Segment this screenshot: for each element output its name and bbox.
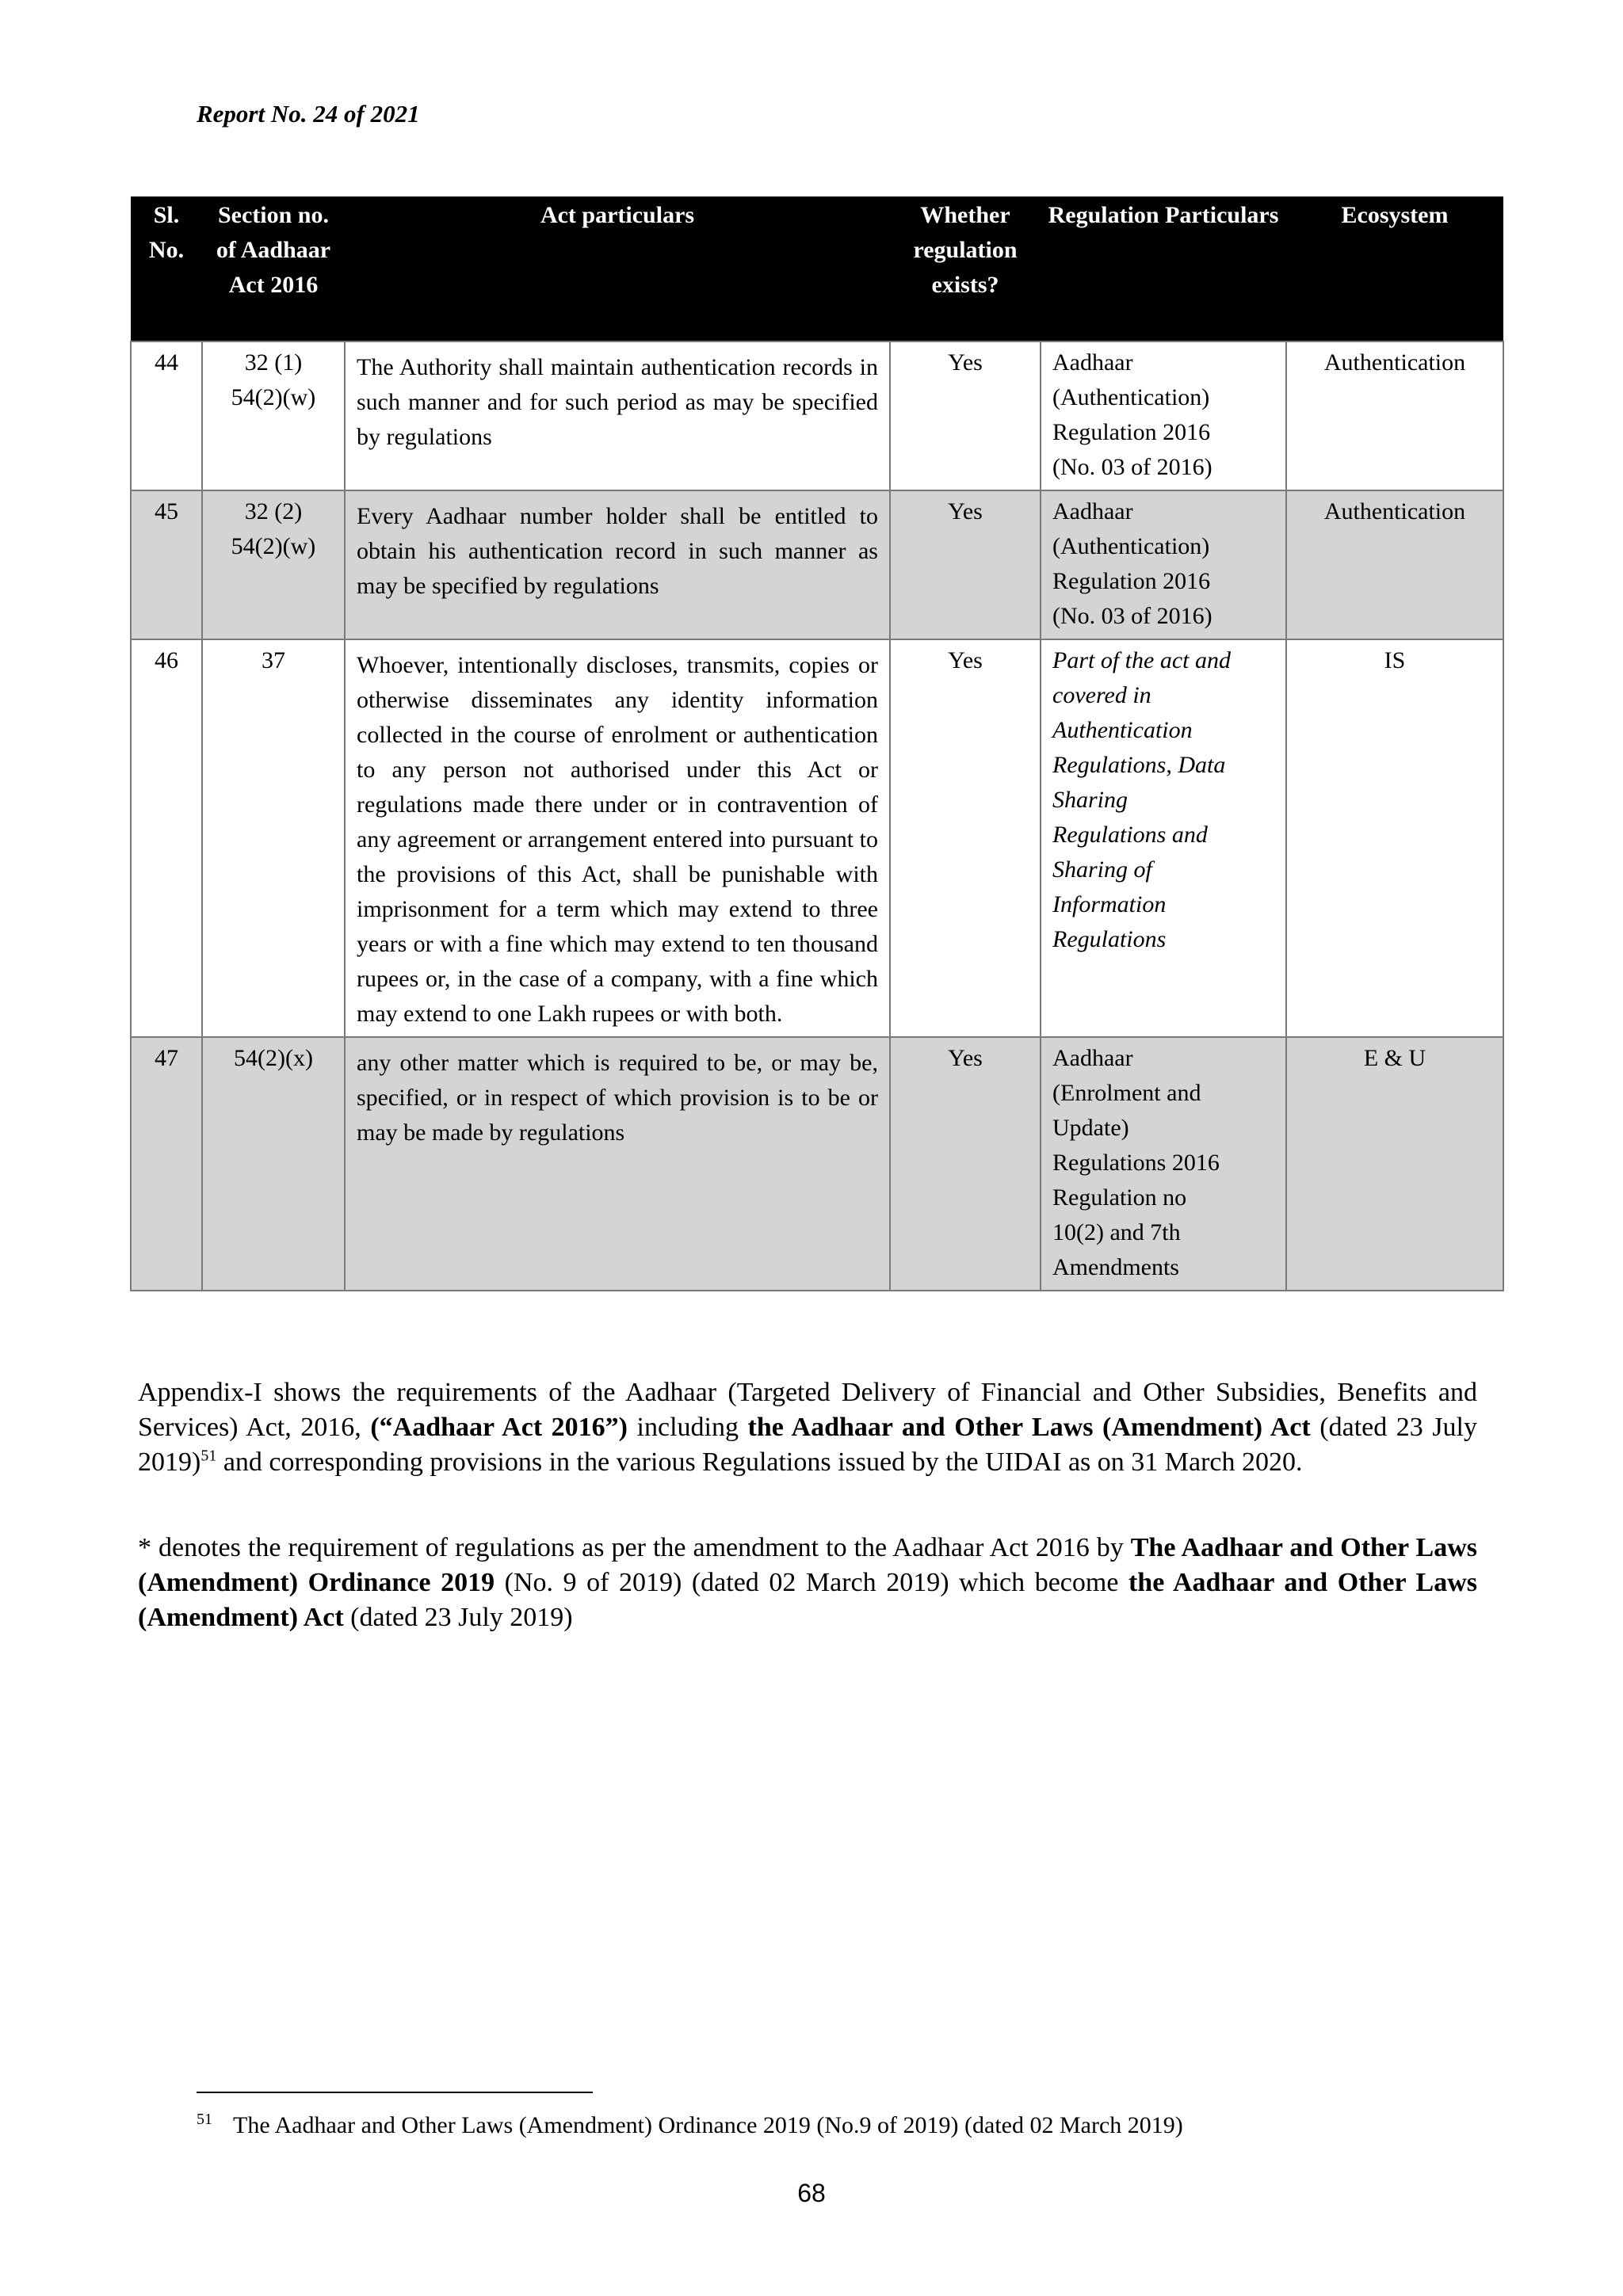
regulation-line: Regulation 2016 — [1052, 568, 1211, 594]
regulation-line: Regulation no — [1052, 1184, 1187, 1211]
cell-regulation-particulars — [1041, 490, 1286, 639]
cell-act-particulars: any other matter which is required to be, or may be, specified, or in respect of which provision is to be or may be made by regulations — [345, 1037, 890, 1291]
cell-regulation-particulars — [1041, 639, 1286, 1037]
cell-sl-no: 46 — [131, 639, 202, 1037]
regulation-line: Regulations and — [1052, 822, 1208, 848]
col-header-regulation-particulars: Regulation Particulars — [1041, 196, 1286, 341]
regulation-line: Sharing of — [1052, 856, 1152, 883]
report-header: Report No. 24 of 2021 — [197, 100, 420, 128]
regulation-line: Regulations, Data — [1052, 752, 1226, 778]
para-text: (dated 23 July 2019) — [343, 1603, 573, 1632]
cell-regulation-exists: Yes — [890, 639, 1041, 1037]
cell-ecosystem: Authentication — [1286, 490, 1503, 639]
regulation-line: covered in — [1052, 682, 1151, 708]
cell-regulation-particulars — [1041, 1037, 1286, 1291]
section-line: 37 — [262, 647, 285, 673]
para-text: (dated 23 July 2019) — [138, 1413, 1477, 1477]
cell-act-particulars: Whoever, intentionally discloses, transmits, copies or otherwise disseminates any identity information collected in the course of enrolment or authentication to any person not authorised under this Act or regulations made there under or in contravention of any agreement or arrangement entered into pursuant to the provisions of this Act, shall be punishable with imprisonment for a term which may extend to three years or with a fine which may extend to ten thousand rupees or, in the case of a company, with a fine which may extend to one Lakh rupees or with both. — [345, 639, 890, 1037]
regulation-line: Aadhaar — [1052, 1045, 1133, 1071]
section-line: 32 (1) — [244, 349, 303, 376]
para-text: * denotes the requirement of regulations as per the amendment to the Aadhaar Act 2016 by — [138, 1533, 1131, 1562]
para-text: and corresponding provisions in the various Regulations issued by the UIDAI as on 31 March 2020. — [216, 1447, 1303, 1477]
col-header-sl-no: Sl. No. — [131, 196, 202, 341]
page-number: 68 — [797, 2179, 826, 2207]
regulation-table — [130, 196, 1504, 1291]
para-bold-text: the Aadhaar and Other Laws (Amendment) Act — [138, 1568, 1478, 1632]
regulation-line: (Authentication) — [1052, 533, 1210, 559]
regulation-line: Regulations 2016 — [1052, 1150, 1220, 1176]
footnote-divider — [197, 2092, 593, 2093]
cell-regulation-exists: Yes — [890, 490, 1041, 639]
cell-section — [202, 639, 345, 1037]
cell-section — [202, 1037, 345, 1291]
regulation-line: Authentication — [1052, 717, 1193, 743]
col-header-ecosystem: Ecosystem — [1286, 196, 1503, 341]
cell-regulation-exists: Yes — [890, 341, 1041, 490]
regulation-line: (Authentication) — [1052, 384, 1210, 410]
regulation-line: 10(2) and 7th — [1052, 1219, 1181, 1245]
col-header-act-particulars: Act particulars — [345, 196, 890, 341]
footnote-number: 51 — [197, 2111, 212, 2128]
section-line: 54(2)(w) — [231, 384, 316, 410]
table-row — [131, 1037, 1503, 1291]
regulation-line: Update) — [1052, 1115, 1129, 1141]
cell-ecosystem: E & U — [1286, 1037, 1503, 1291]
col-header-regulation-exists: Whether regulation exists? — [890, 196, 1041, 341]
para-bold-text: (“Aadhaar Act 2016”) — [370, 1413, 628, 1442]
regulation-line: Sharing — [1052, 787, 1128, 813]
footnote-ref: 51 — [200, 1447, 217, 1465]
table-row — [131, 639, 1503, 1037]
cell-regulation-particulars — [1041, 341, 1286, 490]
cell-section — [202, 341, 345, 490]
regulation-line: Aadhaar — [1052, 349, 1133, 376]
cell-section — [202, 490, 345, 639]
cell-regulation-exists: Yes — [890, 1037, 1041, 1291]
asterisk-note-paragraph — [138, 1531, 1477, 1635]
para-text: (No. 9 of 2019) (dated 02 March 2019) which become — [495, 1568, 1128, 1597]
para-bold-text: the Aadhaar and Other Laws (Amendment) Act — [747, 1413, 1311, 1442]
para-bold-text: The Aadhaar and Other Laws (Amendment) Ordinance 2019 — [138, 1533, 1477, 1597]
cell-act-particulars: Every Aadhaar number holder shall be entitled to obtain his authentication record in such manner as may be specified by regulations — [345, 490, 890, 639]
section-line: 54(2)(w) — [231, 533, 316, 559]
regulation-line: Regulation 2016 — [1052, 419, 1211, 445]
para-text: including — [628, 1413, 748, 1442]
table-row — [131, 341, 1503, 490]
regulation-line: Information — [1052, 891, 1167, 917]
footnote — [197, 2111, 1183, 2139]
cell-sl-no: 47 — [131, 1037, 202, 1291]
para-text: Appendix-I shows the requirements of the Aadhaar (Targeted Delivery of Financial and Other Subsidies, Benefits and Services) Act, 2016, — [138, 1378, 1477, 1442]
regulation-line: Part of the act and — [1052, 647, 1231, 673]
appendix-paragraph — [138, 1375, 1477, 1480]
table-header-row — [131, 196, 1503, 341]
cell-act-particulars: The Authority shall maintain authentication records in such manner and for such period as may be specified by regulations — [345, 341, 890, 490]
table-row — [131, 490, 1503, 639]
cell-sl-no: 44 — [131, 341, 202, 490]
regulation-line: (Enrolment and — [1052, 1080, 1201, 1106]
section-line: 54(2)(x) — [234, 1045, 313, 1071]
footnote-text: The Aadhaar and Other Laws (Amendment) Ordinance 2019 (No.9 of 2019) (dated 02 March 2019) — [233, 2112, 1183, 2138]
section-line: 32 (2) — [244, 498, 303, 524]
regulation-line: Amendments — [1052, 1254, 1179, 1280]
regulation-line: Regulations — [1052, 926, 1167, 952]
cell-ecosystem: IS — [1286, 639, 1503, 1037]
col-header-section: Section no. of Aadhaar Act 2016 — [202, 196, 345, 341]
regulation-line: (No. 03 of 2016) — [1052, 454, 1212, 480]
regulation-line: (No. 03 of 2016) — [1052, 603, 1212, 629]
cell-sl-no: 45 — [131, 490, 202, 639]
cell-ecosystem: Authentication — [1286, 341, 1503, 490]
regulation-line: Aadhaar — [1052, 498, 1133, 524]
